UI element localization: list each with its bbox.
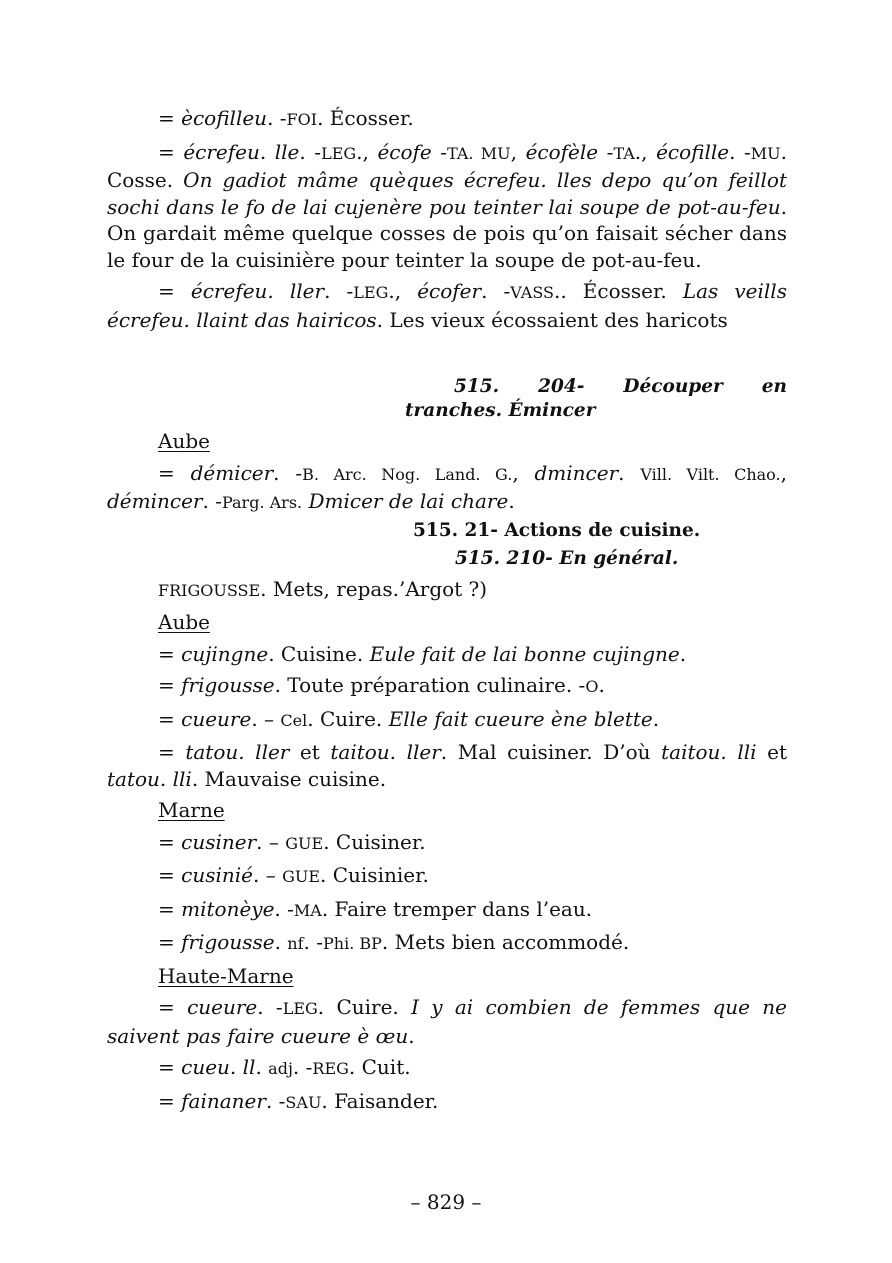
example: On gadiot mâme quèques écrefeu. lles depo qu’on feillot sochi dans le fo de lai cujenère pou teinter lai soupe de pot-au-feu [107,168,788,219]
entry-prefix: = [158,1088,182,1113]
entry-frigousse-marne [107,929,787,958]
headword: écrefeu. ller [190,279,325,303]
section-heading-515-210: 515. 210- En général. [455,547,679,569]
punct: . [618,460,641,485]
source-abbr: TA. MU [447,143,511,163]
headword: cueure [181,706,252,731]
definition: . Mets bien accommodé. [381,930,630,954]
variant: écofèle [525,139,599,164]
grammar-abbr: nf [287,934,304,953]
entry-prefix: = [158,740,186,764]
entry-prefix: = [158,139,184,164]
entry-prefix: = [158,995,188,1019]
entry-demicer [107,460,787,517]
headword: mitonèye [181,896,275,921]
definition: . Faire tremper dans l’eau. [321,896,593,921]
punct: - [598,139,614,164]
punct: ., [388,279,418,303]
headword: tatou. ller [185,740,290,764]
entry-prefix: = [158,460,191,485]
region-name: Marne [158,798,225,822]
source-abbr: LEG [321,143,357,163]
variant: écofe [377,139,432,164]
entry-cueure-aube [107,706,787,735]
punct: . - [481,279,511,303]
punct: ., [634,139,657,164]
variant: taitou. ller [330,740,441,764]
entry-prefix: = [158,930,182,954]
headword: cueu. ll [181,1055,256,1079]
headword: démicer [190,460,274,485]
headword: écrefeu. lle [183,139,300,164]
entry-frigousse-main [107,576,787,605]
headword: ècofilleu [181,106,268,130]
region-name: Aube [158,610,210,634]
punct: . - [257,995,283,1019]
section-spacer [107,333,787,375]
entry-cusiner [107,829,787,858]
punct: - [431,139,448,164]
region-label-aube-2 [107,609,787,636]
region-label-aube [107,428,787,455]
punct: . – [256,829,286,854]
definition: . Cuisinier. [320,863,429,887]
source-abbr: TA [613,143,635,163]
entry-cueure-hm [107,994,787,1049]
punct: . - [202,489,222,513]
headword: cujingne [181,641,269,666]
source-abbr: GUE [285,833,324,853]
definition: . Écosser. [317,106,414,130]
entry-prefix: = [158,641,182,666]
headword-caps: FRIGOUSSE [158,580,261,600]
entry-tatou-ller [107,739,787,792]
definition: . Toute préparation culinaire. - [274,673,586,697]
punct: , [510,139,526,164]
entry-prefix: = [158,106,182,130]
connector: et [756,740,787,764]
example: Eule fait de lai bonne cujingne [369,641,680,666]
entry-prefix: = [158,863,182,887]
source-abbr: GUE [282,867,321,886]
source-abbr: Phi. BP [323,934,382,953]
entry-prefix: = [158,1055,182,1079]
punct: . [508,489,515,513]
punct: . - [324,279,354,303]
punct: . – [252,863,283,887]
variant: écofer [417,279,482,303]
punct: . - [303,930,324,954]
entry-prefix: = [158,896,182,921]
source-abbr: LEG [353,283,389,302]
definition: . Mal cuisiner. D’où [440,740,662,764]
definition: . Mauvaise cuisine. [191,766,387,791]
punct: . [598,673,605,697]
source-abbr: REG [312,1059,349,1078]
source-abbr: MU [750,143,781,163]
punct: . [274,930,288,954]
entry-fainaner [107,1088,787,1117]
entry-cusinie [107,862,787,891]
connector: et [289,740,331,764]
punct: . [255,1055,269,1079]
source-abbr: Parg. Ars. [221,493,303,512]
page-content [107,105,787,1116]
entry-frigousse-aube [107,672,787,701]
example: Dmicer de lai chare [308,489,509,513]
example: I y ai combien de femmes que ne saivent pas faire cueure è œu [107,995,787,1048]
source-abbr: Cel [280,710,308,730]
definition: . Mets, repas.’Argot ?) [260,576,488,601]
translation: . Les vieux écossaient des haricots [376,307,728,332]
punct: . - [299,139,322,164]
headword: cusiner [181,829,257,854]
punct: . – [251,706,281,731]
variant: dmincer [534,460,619,485]
example: Las veills écrefeu. llaint das hairicos [107,279,787,332]
source-abbr: B. Arc. Nog. Land. G. [302,464,513,484]
definition: . Cuisiner. [323,829,426,854]
source-abbr: VASS [510,283,554,302]
translation: . On gardait même quelque cosses de pois qu’on faisait sécher dans le four de la cuisinière pour teinter la soupe de pot-au-feu. [107,194,787,272]
grammar-abbr: adj [268,1059,293,1078]
section-heading-515-21: 515. 21- Actions de cuisine. [413,519,701,541]
region-label-marne [107,797,787,824]
headword: fainaner [181,1088,266,1113]
punct: . - [265,1088,286,1113]
variant: démincer [107,489,203,513]
definition: .. Écosser. [553,279,683,303]
source-abbr: FOI [286,110,318,129]
entry-ecrefeu-lle [107,139,787,274]
entry-ecofilleu [107,105,787,134]
definition: . Cuisine. [268,641,370,666]
punct: . - [292,1055,313,1079]
variant: écofille [656,139,730,164]
punct: . - [267,106,287,130]
entry-prefix: = [158,706,182,731]
headword: cusinié [181,863,253,887]
variant: taitou. lli [661,740,757,764]
source-abbr: MA [293,900,322,920]
punct: , [780,460,787,485]
punct: . [652,706,660,731]
entry-prefix: = [158,279,191,303]
entry-cujingne [107,641,787,668]
punct: . - [274,896,294,921]
source-abbr: SAU [285,1092,322,1112]
source-abbr: O [585,677,599,696]
region-label-haute-marne [107,963,787,990]
punct: ., [356,139,378,164]
definition: . Cuire. [307,706,389,731]
definition: . Cosse. [107,139,788,192]
definition: . Cuire. [317,995,412,1019]
region-name: Aube [158,429,210,453]
punct: , [512,460,535,485]
source-abbr: Vill. Vilt. Chao. [640,464,781,484]
punct: . [408,1023,415,1048]
headword: cueure [187,995,258,1019]
entry-cueu-ll [107,1054,787,1083]
variant: tatou. lli [107,766,192,791]
section-heading-515-204: 515. 204- Découper en [454,376,787,397]
page-number: – 829 – [410,1190,482,1214]
entry-mitoneye [107,896,787,925]
punct: . - [273,460,303,485]
entry-prefix: = [158,673,182,697]
punct: . [679,641,687,666]
region-name: Haute-Marne [158,963,294,988]
section-heading-515-204-cont: tranches. Émincer [405,400,596,421]
entry-ecrefeu-ller [107,278,787,333]
headword: frigousse [181,673,275,697]
entry-prefix: = [158,829,182,854]
headword: frigousse [181,930,275,954]
definition: . Cuit. [348,1055,411,1079]
definition: . Faisander. [321,1088,439,1113]
source-abbr: LEG [282,999,318,1018]
example: Elle fait cueure ène blette [388,706,653,731]
punct: . - [729,139,751,164]
